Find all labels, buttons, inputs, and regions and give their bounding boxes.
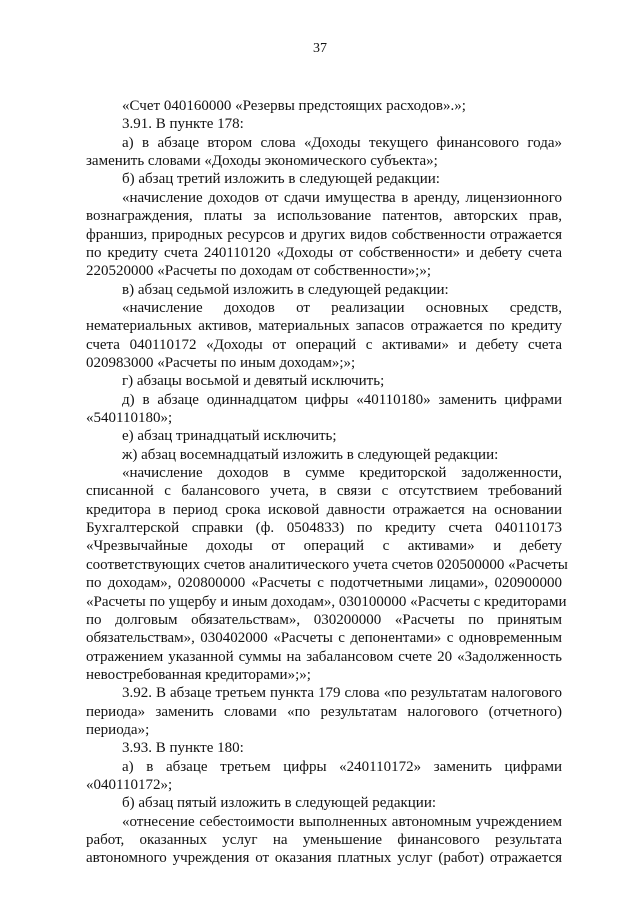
text-line: вознаграждения, платы за использование патентов, авторских прав, xyxy=(86,208,562,225)
text-line: а) в абзаце втором слова «Доходы текущего финансового года» xyxy=(122,134,562,151)
text-line: ж) абзац восемнадцатый изложить в следующей редакции: xyxy=(122,446,499,463)
text-line: отражением указанной суммы на забалансовом счете 20 «Задолженность xyxy=(86,648,562,665)
text-line: «начисление доходов в сумме кредиторской задолженности, xyxy=(122,465,562,481)
text-line: «начисление доходов от сдачи имущества в аренду, лицензионного xyxy=(122,189,562,206)
text-line: Бухгалтерской справки (ф. 0504833) по кредиту счета 040110173 xyxy=(86,520,562,536)
text-line: по кредиту счета 240110120 «Доходы от собственности» и дебету счета xyxy=(86,244,562,261)
text-line: периода»; xyxy=(86,721,150,738)
page-number: 37 xyxy=(313,41,327,56)
text-line: е) абзац тринадцатый исключить; xyxy=(122,428,337,445)
text-line: 3.93. В пункте 180: xyxy=(122,740,244,757)
text-line: франшиз, природных ресурсов и других видов собственности отражается xyxy=(86,226,562,243)
text-line: в) абзац седьмой изложить в следующей редакции: xyxy=(122,281,449,298)
text-line: б) абзац пятый изложить в следующей редакции: xyxy=(122,795,437,812)
text-line: 020983000 «Расчеты по иным доходам»;»; xyxy=(86,354,356,371)
text-line: 3.92. В абзаце третьем пункта 179 слова «по результатам налогового xyxy=(122,685,562,702)
text-line: по долговым обязательствам», 030200000 «Расчеты по принятым xyxy=(86,611,562,628)
text-line: нематериальных активов, материальных запасов отражается по кредиту xyxy=(86,318,562,335)
text-line: счета 040110172 «Доходы от операций с активами» и дебету счета xyxy=(86,336,562,353)
text-line: невостребованная кредиторами»;»; xyxy=(86,666,311,683)
text-line: 3.91. В пункте 178: xyxy=(122,116,244,133)
text-line: работ, оказанных услуг на уменьшение финансового результата xyxy=(86,832,562,848)
text-line: списанной с балансового учета, в связи с отсутствием требований xyxy=(86,483,562,500)
text-line: заменить словами «Доходы экономического субъекта»; xyxy=(86,153,438,170)
text-line: «Счет 040160000 «Резервы предстоящих расходов».»; xyxy=(122,98,466,114)
text-line: кредитора в период срока исковой давности отражается на основании xyxy=(86,501,562,518)
text-line: по доходам», 020800000 «Расчеты с подотчетными лицами», 020900000 xyxy=(86,575,562,592)
text-line: 220520000 «Расчеты по доходам от собственности»;»; xyxy=(86,263,432,280)
text-line: б) абзац третий изложить в следующей редакции: xyxy=(122,171,440,188)
text-line: «отнесение себестоимости выполненных автономным учреждением xyxy=(122,813,562,830)
text-line: автономного учреждения от оказания платных услуг (работ) отражается xyxy=(86,850,562,867)
text-line: «начисление доходов от реализации основных средств, xyxy=(122,299,562,316)
text-line: г) абзацы восьмой и девятый исключить; xyxy=(122,373,385,390)
text-line: а) в абзаце третьем цифры «240110172» заменить цифрами xyxy=(122,758,562,775)
text-line: соответствующих счетов аналитического учета счетов 020500000 «Расчеты xyxy=(86,556,568,573)
text-line: обязательствам», 030402000 «Расчеты с депонентами» с одновременным xyxy=(86,630,562,647)
text-line: «Расчеты по ущербу и иным доходам», 030100000 «Расчеты с кредиторами xyxy=(86,593,567,610)
text-line: «Чрезвычайные доходы от операций с активами» и дебету xyxy=(86,538,562,555)
text-line: д) в абзаце одиннадцатом цифры «40110180» заменить цифрами xyxy=(122,391,562,408)
text-line: «040110172»; xyxy=(86,777,173,793)
text-line: периода» заменить словами «по результатам налогового (отчетного) xyxy=(86,703,562,720)
text-line: «540110180»; xyxy=(86,410,173,426)
